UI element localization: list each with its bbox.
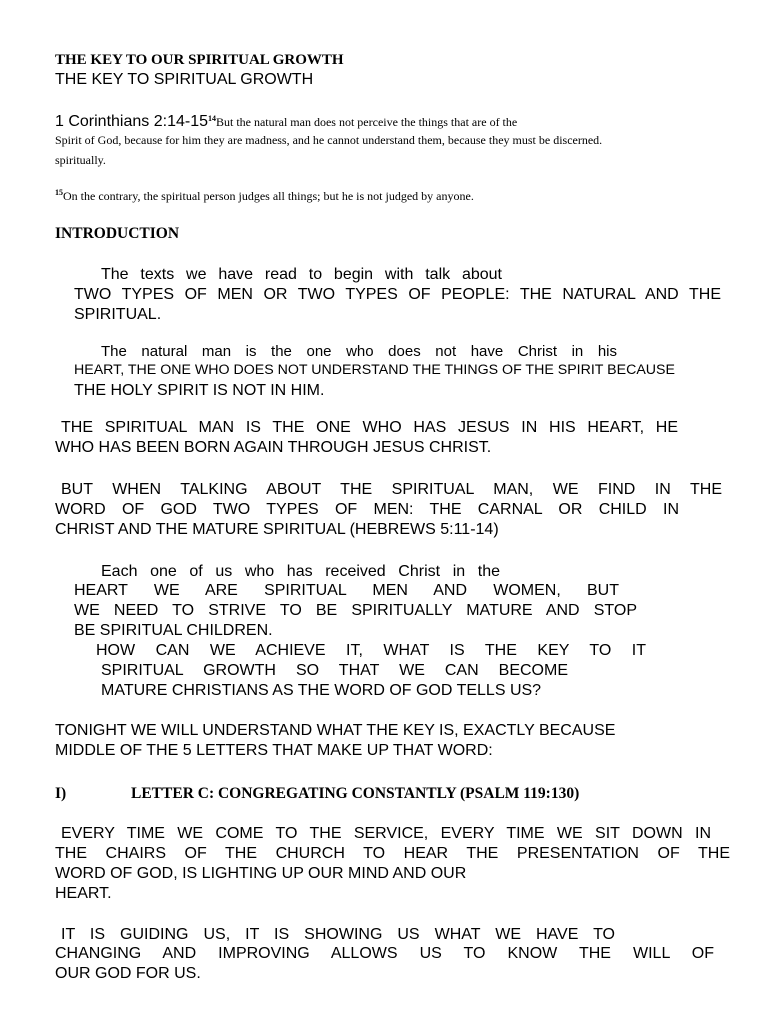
paragraph-5-line-2: CHANGING AND IMPROVING ALLOWS US TO KNOW THE WILL OF — [55, 945, 714, 962]
bullet-3-line-3: WE NEED TO STRIVE TO BE SPIRITUALLY MATURE AND STOP — [74, 602, 637, 619]
bullet-1-line-2: TWO TYPES OF MEN OR TWO TYPES OF PEOPLE: THE NATURAL AND THE — [74, 286, 721, 303]
section-heading: LETTER C: CONGREGATING CONSTANTLY (PSALM 119:130) — [131, 785, 580, 802]
bullet-2-line-2: HEART, THE ONE WHO DOES NOT UNDERSTAND THE THINGS OF THE SPIRIT BECAUSE — [74, 362, 675, 378]
verse-number-14: 14 — [207, 114, 216, 123]
bullet-3-line-2: HEART WE ARE SPIRITUAL MEN AND WOMEN, BUT — [74, 582, 619, 599]
paragraph-3-line-1: TONIGHT WE WILL UNDERSTAND WHAT THE KEY IS, EXACTLY BECAUSE — [55, 722, 616, 739]
paragraph-1-line-1: THE SPIRITUAL MAN IS THE ONE WHO HAS JESUS IN HIS HEART, HE — [61, 419, 678, 436]
introduction-heading: INTRODUCTION — [55, 225, 180, 242]
paragraph-2-line-3: CHRIST AND THE MATURE SPIRITUAL (HEBREWS 5:11-14) — [55, 521, 499, 538]
verse-14-text-1: But the natural man does not perceive the things that are of the — [215, 115, 518, 129]
paragraph-4-line-1: EVERY TIME WE COME TO THE SERVICE, EVERY TIME WE SIT DOWN IN — [61, 825, 711, 842]
paragraph-5-line-3: OUR GOD FOR US. — [55, 965, 201, 982]
paragraph-4-line-3: WORD OF GOD, IS LIGHTING UP OUR MIND AND OUR — [55, 865, 467, 882]
bullet-3-line-1: Each one of us who has received Christ in the — [101, 563, 500, 580]
paragraph-3-line-2: MIDDLE OF THE 5 LETTERS THAT MAKE UP THAT WORD: — [55, 742, 493, 759]
bullet-2-line-1: The natural man is the one who does not have Christ in his — [101, 343, 617, 360]
document-title: THE KEY TO OUR SPIRITUAL GROWTH — [55, 52, 344, 68]
bullet-4-line-3: MATURE CHRISTIANS AS THE WORD OF GOD TELLS US? — [101, 682, 542, 699]
bullet-1-line-1: The texts we have read to begin with talk about — [101, 266, 502, 283]
bullet-4-line-2: SPIRITUAL GROWTH SO THAT WE CAN BECOME — [101, 662, 568, 679]
bullet-3-line-4: BE SPIRITUAL CHILDREN. — [74, 622, 273, 639]
paragraph-1-line-2: WHO HAS BEEN BORN AGAIN THROUGH JESUS CHRIST. — [55, 439, 492, 456]
bullet-1-line-3: SPIRITUAL. — [74, 306, 162, 323]
bullet-2-line-3: THE HOLY SPIRIT IS NOT IN HIM. — [74, 382, 325, 399]
verse-15 — [55, 187, 474, 205]
paragraph-2-line-1: BUT WHEN TALKING ABOUT THE SPIRITUAL MAN, WE FIND IN THE — [61, 481, 722, 498]
section-number: I) — [55, 785, 67, 802]
verse-reference: 1 Corinthians 2:14-15 — [55, 113, 208, 130]
verse-line-1 — [55, 113, 517, 131]
verse-14-text-2: Spirit of God, because for him they are madness, and he cannot understand them, because they must be discerned. — [55, 133, 603, 147]
paragraph-2-line-2: WORD OF GOD TWO TYPES OF MEN: THE CARNAL OR CHILD IN — [55, 501, 679, 518]
bullet-4-line-1: HOW CAN WE ACHIEVE IT, WHAT IS THE KEY TO IT — [96, 642, 646, 659]
verse-14-text-3: spiritually. — [55, 153, 106, 167]
verse-15-text: On the contrary, the spiritual person judges all things; but he is not judged by anyone. — [63, 189, 474, 203]
paragraph-4-line-4: HEART. — [55, 885, 112, 902]
verse-number-15: 15 — [55, 188, 63, 197]
paragraph-5-line-1: IT IS GUIDING US, IT IS SHOWING US WHAT WE HAVE TO — [61, 926, 615, 943]
document-subtitle: THE KEY TO SPIRITUAL GROWTH — [55, 71, 314, 88]
paragraph-4-line-2: THE CHAIRS OF THE CHURCH TO HEAR THE PRESENTATION OF THE — [55, 845, 730, 862]
